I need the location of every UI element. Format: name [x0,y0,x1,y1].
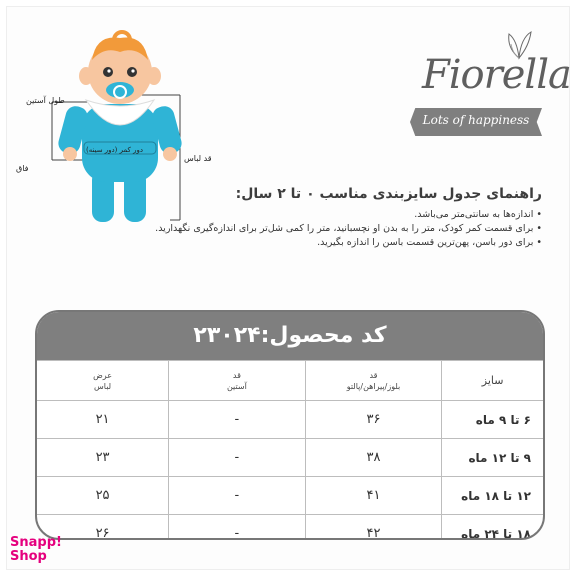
cell-width: ۲۳ [37,439,169,477]
cell-size: ۱۸ تا ۲۴ ماه [442,515,543,541]
cell-length: ۳۶ [305,401,442,439]
snapp-logo-line1: Snapp! [10,535,62,550]
header-length-line1: قد [369,370,378,380]
header-length [305,361,442,401]
cell-length: ۴۱ [305,477,442,515]
cell-width: ۲۵ [37,477,169,515]
guide-note: • اندازه‌ها به سانتی‌متر می‌باشد. [414,209,542,220]
cell-size: ۶ تا ۹ ماه [442,401,543,439]
header-width-line2: لباس [94,381,112,391]
header-size: سایز [442,361,543,401]
guide-notes [112,208,542,250]
cell-length: ۳۸ [305,439,442,477]
table-row [37,515,543,541]
cell-sleeve: - [169,401,306,439]
header-width-line1: عرض [93,370,112,380]
cell-sleeve: - [169,439,306,477]
cell-size: ۹ تا ۱۲ ماه [442,439,543,477]
guide-note: • برای دور باسن، پهن‌ترین قسمت باسن را اندازه بگیرید. [317,237,542,248]
table-row [37,439,543,477]
sleeve-length-label: طول آستین [26,96,65,105]
header-sleeve [169,361,306,401]
table-row [37,477,543,515]
header-width [37,361,169,401]
header-sleeve-line1: قد [232,370,241,380]
header-sleeve-line2: آستین [226,381,247,391]
brand-name: Fiorella [422,52,571,98]
crotch-label: فاق [16,164,29,173]
table-row [37,401,543,439]
size-guide [112,186,542,250]
cell-width: ۲۱ [37,401,169,439]
brand-tagline: Lots of happiness [422,113,530,127]
brand-logo [400,30,571,145]
guide-note: • برای قسمت کمر کودک، متر را به بدن او نچسبانید، متر را کمی شل‌تر برای اندازه‌گیری نگهدارید. [155,223,542,234]
size-table-card [35,310,545,540]
product-code: کد محصول:۲۳۰۲۴ [37,312,543,360]
cell-size: ۱۲ تا ۱۸ ماه [442,477,543,515]
snapp-shop-logo [10,536,62,564]
header-length-line2: بلوز/پیراهن/پالتو [346,381,401,391]
size-table [37,360,543,540]
waist-label: دور کمر (دور سینه) [86,146,143,154]
guide-title: راهنمای جدول سایزبندی مناسب ۰ تا ۲ سال: [235,186,542,202]
table-header-row [37,361,543,401]
cell-length: ۴۲ [305,515,442,541]
cell-sleeve: - [169,515,306,541]
garment-length-label: قد لباس [184,154,212,163]
cell-sleeve: - [169,477,306,515]
cell-width: ۲۶ [37,515,169,541]
snapp-logo-line2: Shop [10,549,47,564]
